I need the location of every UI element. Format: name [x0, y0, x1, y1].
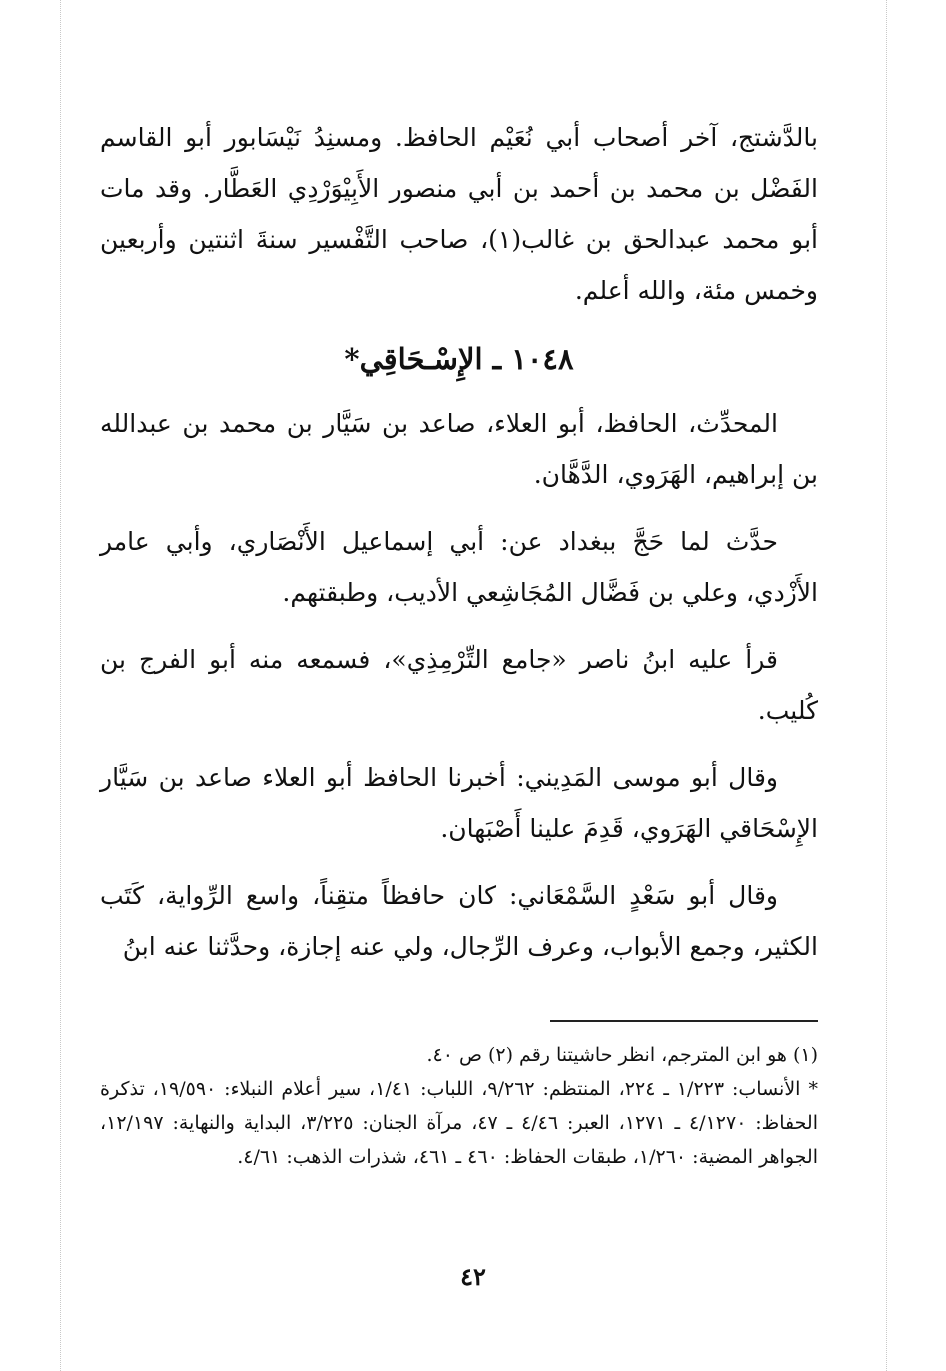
paragraph-5: وقال أبو سَعْدٍ السَّمْعَاني: كان حافظاً متقِناً، واسع الرِّواية، كَتَب الكثير، وجمع الأبواب، وعرف الرِّجال، ولي عنه إجازة، وحدَّثنا عنه ابنُ	[100, 881, 818, 961]
margin-guide-left	[60, 0, 61, 1371]
footnote-star-mark: *	[808, 1078, 818, 1100]
entry-heading: ١٠٤٨ ـ الإِسْـحَاقِي*	[344, 342, 574, 376]
page-content	[100, 112, 818, 1174]
margin-guide-right	[886, 0, 887, 1371]
paragraph-2: حدَّث لما حَجَّ ببغداد عن: أبي إسماعيل الأَنْصَاري، وأبي عامر الأَزْدي، وعلي بن فَضَّال المُجَاشِعي الأديب، وطبقتهم.	[100, 527, 818, 607]
footnote-1: (١) هو ابن المترجم، انظر حاشيتنا رقم (٢) ص ٤٠.	[426, 1044, 818, 1066]
paragraph-continued: بالدَّشتج، آخر أصحاب أبي نُعَيْم الحافظ. ومسنِدُ نَيْسَابور أبو القاسم الفَضْل بن محمد بن أحمد بن أبي منصور الأَبِيْوَرْدِي العَطَّار. وقد مات أبو محمد عبدالحق بن غالب(١)، صاحب التَّفْسير سنةَ اثنتين وأربعين وخمس مئة، والله أعلم.	[100, 123, 818, 305]
footnote-separator	[550, 1020, 818, 1022]
page-number: ٤٢	[460, 1262, 486, 1291]
paragraph-4: وقال أبو موسى المَدِيني: أخبرنا الحافظ أبو العلاء صاعد بن سَيَّار الإِسْحَاقي الهَرَوي، قَدِمَ علينا أَصْبَهان.	[100, 763, 818, 843]
footnote-sources	[100, 1072, 818, 1174]
paragraph-1: المحدِّث، الحافظ، أبو العلاء، صاعد بن سَيَّار بن محمد بن عبدالله بن إبراهيم، الهَرَوي، الدَّهَّان.	[100, 409, 818, 489]
footnote-sources-text: الأنساب: ١/٢٢٣ ـ ٢٢٤، المنتظم: ٩/٢٦٢، اللباب: ١/٤١، سير أعلام النبلاء: ١٩/٥٩٠، تذكرة الحفاظ: ٤/١٢٧٠ ـ ١٢٧١، العبر: ٤/٤٦ ـ ٤٧، مرآة الجنان: ٣/٢٢٥، البداية والنهاية: ١٢/١٩٧، الجواهر المضية: ١/٢٦٠، طبقات الحفاظ: ٤٦٠ ـ ٤٦١، شذرات الذهب: ٤/٦١.	[100, 1078, 818, 1168]
paragraph-3: قرأ عليه ابنُ ناصر «جامع التِّرْمِذِي»، فسمعه منه أبو الفرج بن كُليب.	[100, 645, 818, 725]
